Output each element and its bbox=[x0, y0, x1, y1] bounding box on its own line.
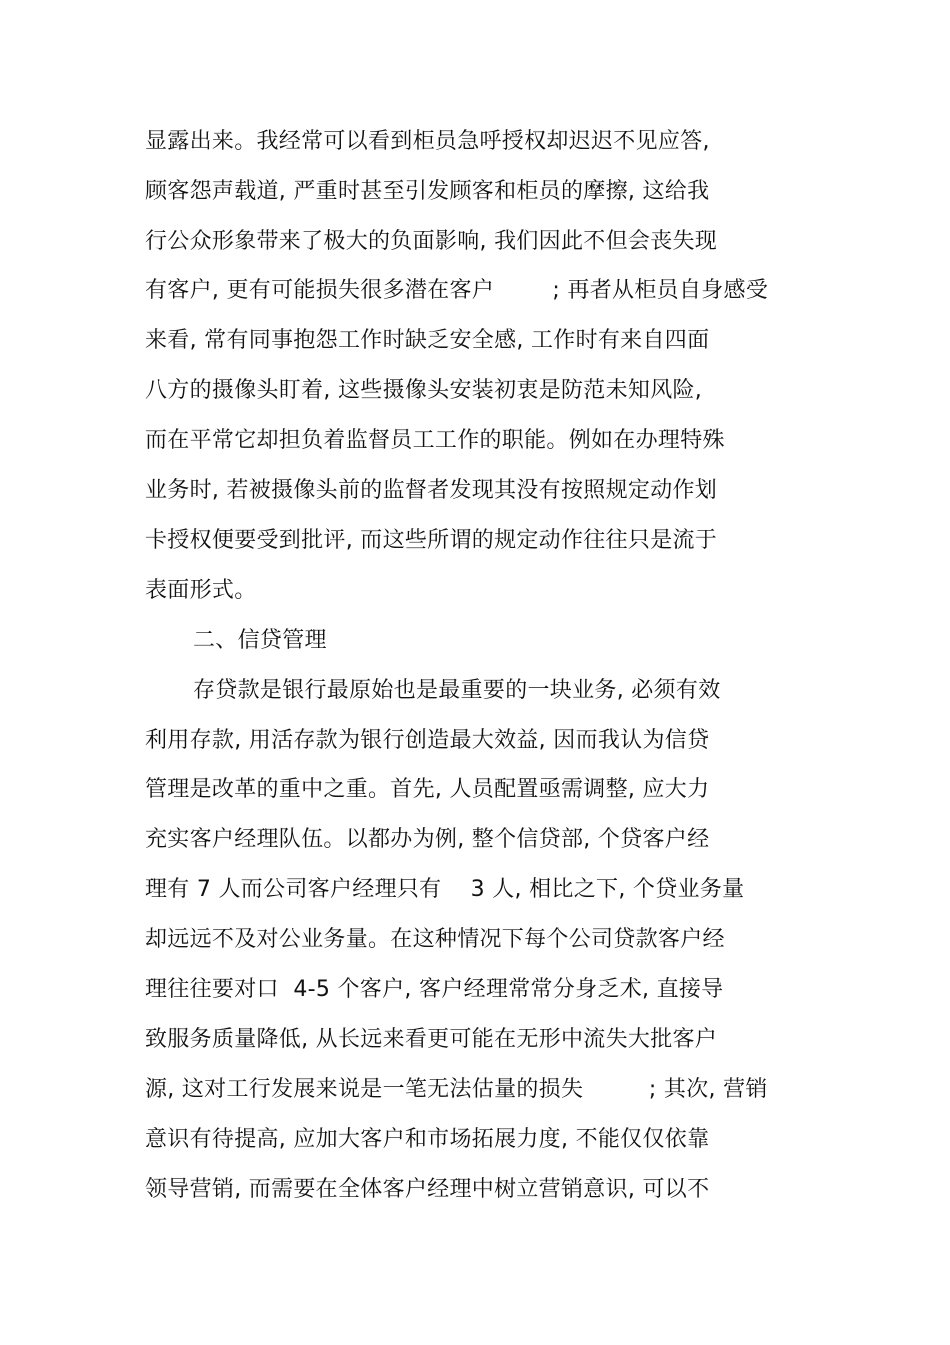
body-line: 利用存款, 用活存款为银行创造最大效益, 因而我认为信贷 bbox=[145, 728, 710, 753]
body-line: 源, 这对工行发展来说是一笔无法估量的损失 ; 其次, 营销 bbox=[145, 1077, 768, 1102]
body-line: 而在平常它却担负着监督员工工作的职能。例如在办理特殊 bbox=[145, 428, 725, 453]
body-line: 卡授权便要受到批评, 而这些所谓的规定动作往往只是流于 bbox=[145, 528, 718, 553]
body-line: 意识有待提高, 应加大客户和市场拓展力度, 不能仅仅依靠 bbox=[145, 1127, 710, 1152]
body-line: 业务时, 若被摄像头前的监督者发现其没有按照规定动作划 bbox=[145, 478, 718, 503]
body-line: 行公众形象带来了极大的负面影响, 我们因此不但会丧失现 bbox=[145, 229, 718, 254]
section-heading: 二、信贷管理 bbox=[193, 628, 327, 653]
body-line: 领导营销, 而需要在全体客户经理中树立营销意识, 可以不 bbox=[145, 1177, 710, 1202]
body-line: 来看, 常有同事抱怨工作时缺乏安全感, 工作时有来自四面 bbox=[145, 328, 710, 353]
body-line: 存贷款是银行最原始也是最重要的一块业务, 必须有效 bbox=[193, 678, 721, 703]
body-line: 理有 7 人而公司客户经理只有 3 人, 相比之下, 个贷业务量 bbox=[145, 877, 745, 902]
body-line: 致服务质量降低, 从长远来看更可能在无形中流失大批客户 bbox=[145, 1027, 718, 1052]
body-line: 顾客怨声载道, 严重时甚至引发顾客和柜员的摩擦, 这给我 bbox=[145, 179, 710, 204]
body-line: 八方的摄像头盯着, 这些摄像头安装初衷是防范未知风险, bbox=[145, 378, 703, 403]
body-line: 却远远不及对公业务量。在这种情况下每个公司贷款客户经 bbox=[145, 927, 725, 952]
body-line: 管理是改革的重中之重。首先, 人员配置亟需调整, 应大力 bbox=[145, 777, 710, 802]
body-line: 充实客户经理队伍。以都办为例, 整个信贷部, 个贷客户经 bbox=[145, 827, 710, 852]
body-line: 理往往要对口 4-5 个客户, 客户经理常常分身乏术, 直接导 bbox=[145, 977, 724, 1002]
body-line: 有客户, 更有可能损失很多潜在客户 ; 再者从柜员自身感受 bbox=[145, 278, 769, 303]
body-line: 显露出来。我经常可以看到柜员急呼授权却迟迟不见应答, bbox=[145, 129, 710, 154]
body-line: 表面形式。 bbox=[145, 578, 257, 603]
